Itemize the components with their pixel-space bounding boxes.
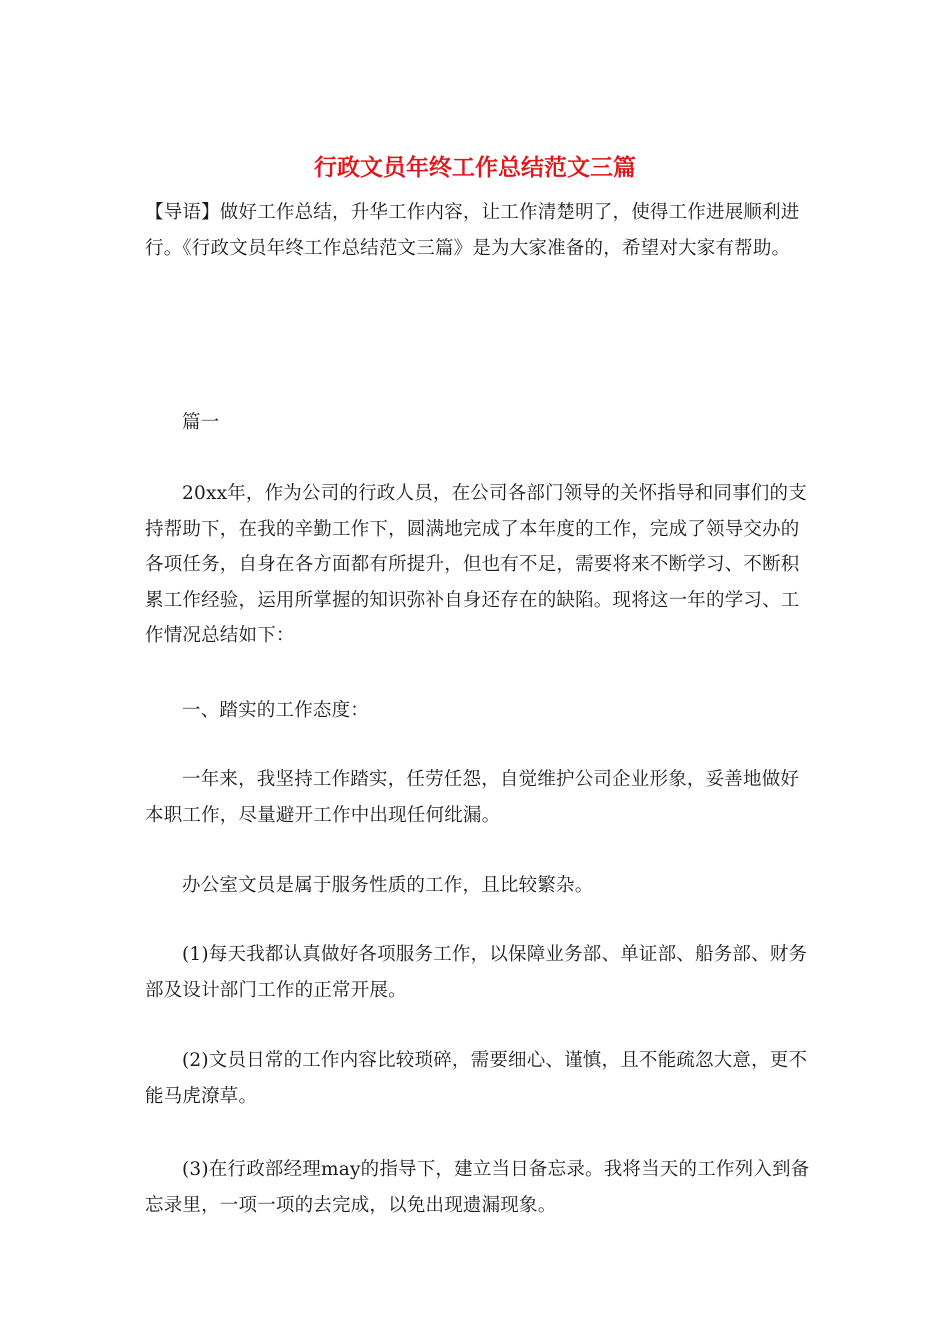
paragraph-6: (2)文员日常的工作内容比较琐碎，需要细心、谨慎，且不能疏忽大意，更不能马虎潦草。 [145, 1050, 808, 1107]
paragraph-5: (1)每天我都认真做好各项服务工作，以保障业务部、单证部、船务部、财务部及设计部门工作的正常开展。 [145, 944, 808, 1001]
intro-paragraph: 【导语】做好工作总结，升华工作内容，让工作清楚明了，使得工作进展顺利进行。《行政文员年终工作总结范文三篇》是为大家准备的，希望对大家有帮助。 [145, 202, 800, 259]
paragraph-4: 办公室文员是属于服务性质的工作，且比较繁杂。 [182, 875, 594, 896]
document-title: 行政文员年终工作总结范文三篇 [314, 154, 636, 181]
paragraph-7: (3)在行政部经理may的指导下，建立当日备忘录。我将当天的工作列入到备忘录里，一项一项的去完成，以免出现遗漏现象。 [145, 1159, 810, 1216]
paragraph-3: 一年来，我坚持工作踏实，任劳任怨，自觉维护公司企业形象，妥善地做好本职工作，尽量避开工作中出现任何纰漏。 [145, 769, 800, 826]
section-heading: 篇一 [182, 412, 220, 433]
paragraph-2: 一、踏实的工作态度： [182, 700, 370, 721]
paragraph-1: 20xx年，作为公司的行政人员，在公司各部门领导的关怀指导和同事们的支持帮助下，在我的辛勤工作下，圆满地完成了本年度的工作，完成了领导交办的各项任务，自身在各方面都有所提升，但也有不足，需要将来不断学习、不断积累工作经验，运用所掌握的知识弥补自身还存在的缺陷。现将这一年的学习、工作情况总结如下： [145, 483, 807, 646]
